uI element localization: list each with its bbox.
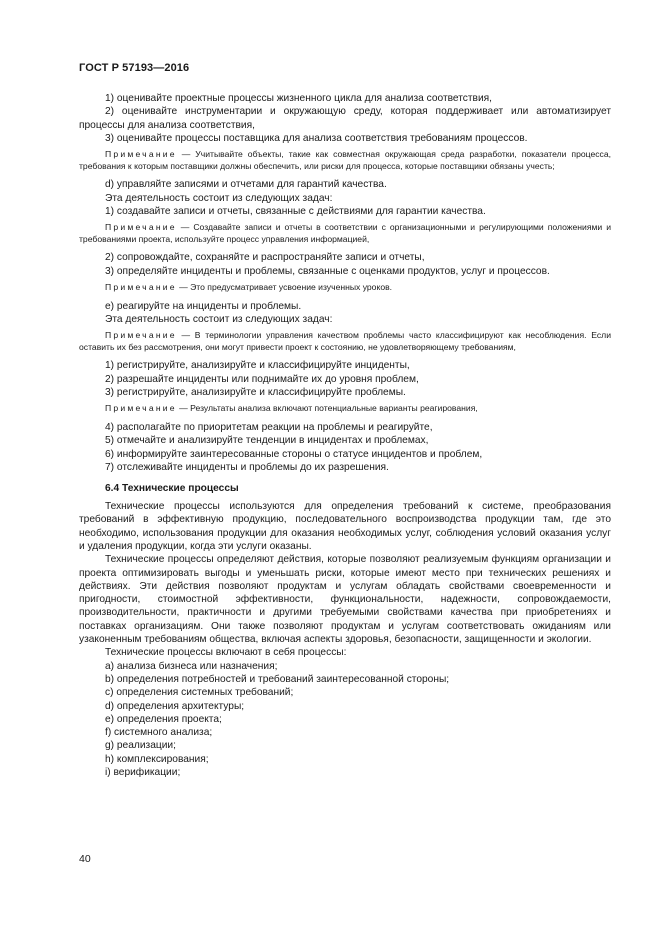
note-label: Примечание (105, 282, 177, 293)
page-content (79, 92, 611, 779)
note (79, 282, 611, 294)
note-text: — В терминологии управления качеством проблемы часто классифицируют как несоблюдения. Если оставить их без рассмотрения, они могут привести проект к состоянию, не удовлетворяющему требованиям, (79, 330, 611, 352)
section-title: 6.4 Технические процессы (105, 483, 239, 495)
note-text: — Это предусматривает усвоение изученных уроков. (176, 282, 393, 293)
note-label: Примечание (105, 222, 177, 233)
note-label: Примечание (105, 149, 177, 160)
note-text: — Результаты анализа включают потенциальные варианты реагирования, (176, 403, 478, 414)
paragraph: Технические процессы используются для определения требований к системе, преобразования требований в эффективную продукцию, последовательного воспроизводства продукции там, где это необходимо, использования продукции для оказания необходимых услуг, соблюдения условий оказания услуг и удаления продукции, когда эти услуги оказаны. (79, 501, 611, 552)
list-item: b) определения потребностей и требований заинтересованной стороны; (105, 673, 450, 685)
list-item: e) определения проекта; (105, 713, 222, 725)
text-line: 7) отслеживайте инциденты и проблемы до их разрешения. (105, 461, 389, 473)
text-line: 6) информируйте заинтересованные стороны о статусе инцидентов и проблем, (105, 448, 483, 460)
list-item: i) верификации; (105, 767, 181, 779)
text-line: 4) располагайте по приоритетам реакции на проблемы и реагируйте, (105, 421, 433, 433)
text-line: 3) оценивайте процессы поставщика для анализа соответствия требованиям процессов. (105, 132, 528, 144)
list-item: c) определения системных требований; (105, 687, 294, 699)
note (79, 149, 611, 172)
text-line: 5) отмечайте и анализируйте тенденции в инцидентах и проблемах, (105, 435, 429, 447)
text-line: 3) определяйте инциденты и проблемы, связанные с оценками продуктов, услуг и процессов. (105, 265, 550, 277)
note-text: — Создавайте записи и отчеты в соответствии с организационными и регулирующими положениями и требованиями проекта, используйте процесс управления информацией, (79, 222, 611, 244)
text-line: Эта деятельность состоит из следующих задач: (105, 192, 333, 204)
list-item: g) реализации; (105, 740, 176, 752)
text-line: 1) регистрируйте, анализируйте и классифицируйте инциденты, (105, 360, 410, 372)
paragraph: Технические процессы определяют действия, которые позволяют реализуемым функциям организации и проекта оптимизировать выгоды и уменьшать риски, которые имеют место при технических решениях и действиях. Эти действия позволяют продуктам и услугам обладать свойствами своевременности и пригодности, стоимостной эффективности, функциональности, надежности, сопровождаемости, производительности, практичности и другими требуемыми свойствами качества при приобретениях и поставках организациям. Они также позволяют продуктам и услугам соответствовать ожиданиям или узаконенным требованиям общества, включая аспекты здоровья, безопасности, защищенности и экологии. (79, 554, 611, 646)
note (79, 222, 611, 245)
text-line: 2) оценивайте инструментарии и окружающую среду, которая поддерживает или автоматизирует процессы для анализа соответствия, (79, 106, 611, 131)
page-number: 40 (79, 853, 91, 865)
list-item: d) определения архитектуры; (105, 700, 245, 712)
text-line: Эта деятельность состоит из следующих задач: (105, 313, 333, 325)
text-line: 1) оценивайте проектные процессы жизненного цикла для анализа соответствия, (105, 93, 493, 104)
note (79, 330, 611, 353)
text-line: 3) регистрируйте, анализируйте и классифицируйте проблемы. (105, 387, 406, 399)
note-label: Примечание (105, 403, 177, 414)
text-line: 2) разрешайте инциденты или поднимайте их до уровня проблем, (105, 373, 419, 385)
list-item: h) комплексирования; (105, 753, 209, 765)
list-item: a) анализа бизнеса или назначения; (105, 660, 278, 672)
text-line: d) управляйте записями и отчетами для гарантий качества. (105, 179, 387, 191)
text-line: 2) сопровождайте, сохраняйте и распространяйте записи и отчеты, (105, 252, 425, 264)
text-line: 1) создавайте записи и отчеты, связанные с действиями для гарантии качества. (105, 205, 486, 217)
list-item: f) системного анализа; (105, 727, 213, 739)
text-line: e) реагируйте на инциденты и проблемы. (105, 300, 302, 312)
note (79, 403, 611, 415)
paragraph: Технические процессы включают в себя процессы: (105, 647, 347, 659)
note-text: — Учитывайте объекты, такие как совместная окружающая среда разработки, показатели процесса, требования к которым поставщики должны обеспечить, или риски для процесса, которые поставщики обязаны учесть; (79, 149, 611, 171)
note-label: Примечание (105, 330, 177, 341)
document-header: ГОСТ Р 57193—2016 (79, 62, 190, 74)
